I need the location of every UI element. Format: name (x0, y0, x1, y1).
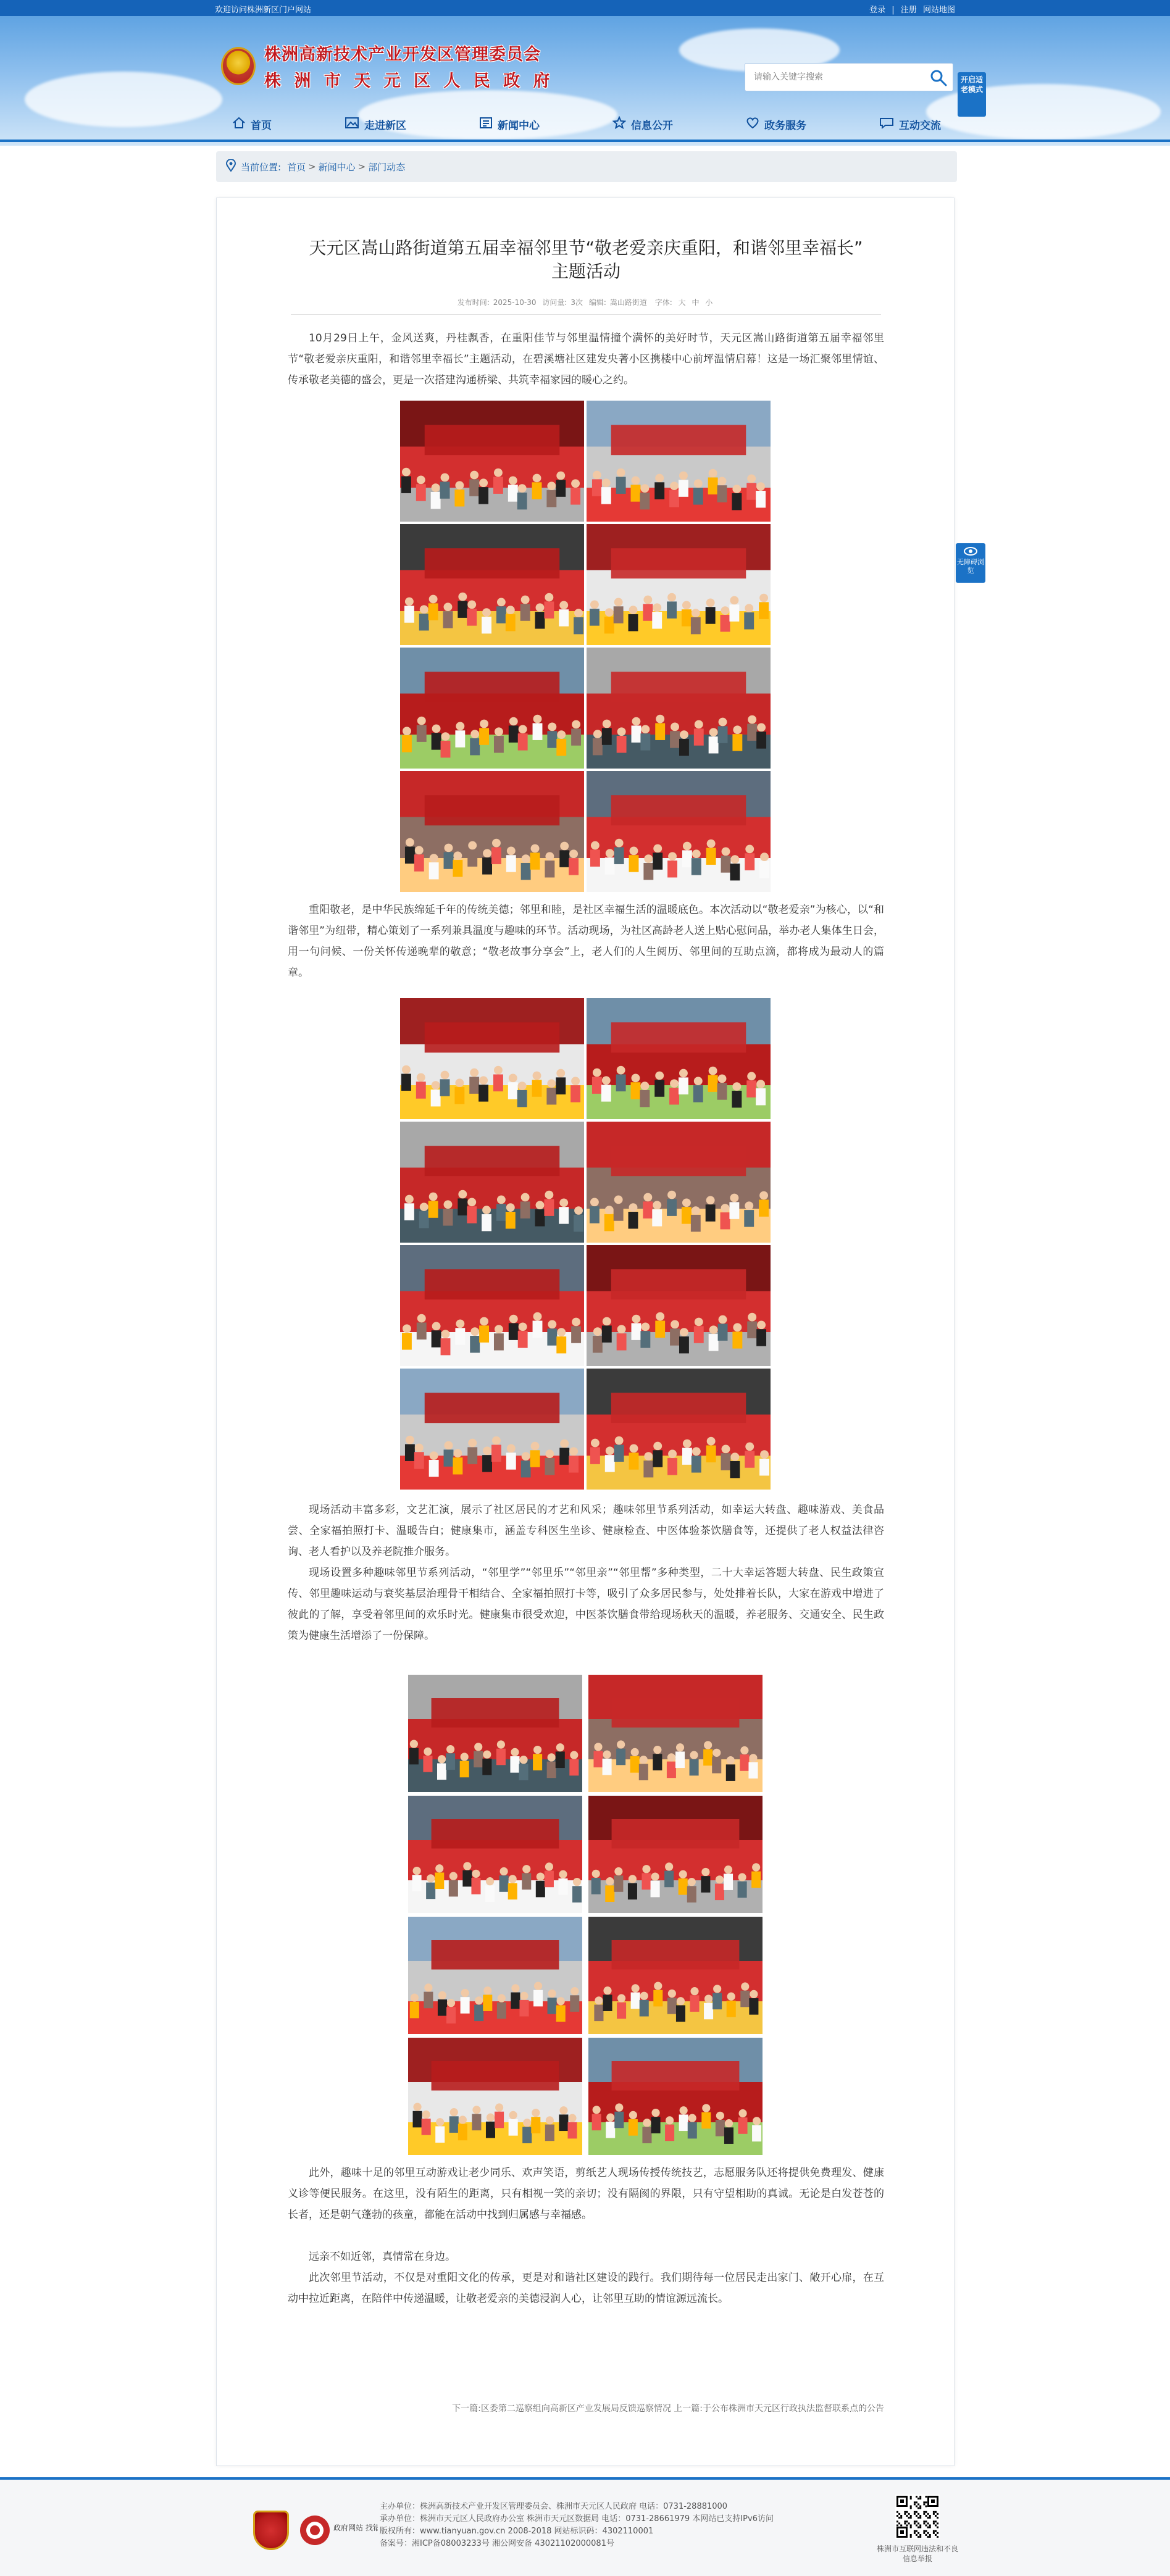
nav-item-interact[interactable] (875, 115, 945, 133)
event-photo (588, 1675, 763, 1792)
event-photo (587, 401, 771, 522)
breadcrumb-dept-news[interactable]: 部门动态 (368, 161, 406, 173)
event-photo (400, 771, 584, 892)
nav-item-about[interactable] (341, 115, 410, 133)
font-medium-button[interactable]: 中 (692, 298, 700, 307)
nav-label: 新闻中心 (498, 119, 540, 132)
date-label: 发布时间: (457, 298, 490, 307)
photo-scene (588, 1675, 763, 1792)
top-bar (0, 0, 1170, 16)
photo-scene (587, 648, 771, 769)
event-photo (400, 1122, 584, 1243)
nav-item-news[interactable] (475, 115, 543, 133)
sitemap-link[interactable]: 网站地图 (922, 6, 955, 15)
gov-site-label: 政府网站 找错 (333, 2524, 378, 2532)
photo-scene (408, 1917, 582, 2034)
breadcrumb-news[interactable]: 新闻中心 (318, 161, 356, 173)
article-paragraph: 此次邻里节活动，不仅是对重阳文化的传承，更是对和谐社区建设的践行。我们期待每一位居民走出家门、敞开心扉，在互动中拉近距离，在陪伴中传递温暖，让敬老爱亲的美德浸润人心，让邻里互助的情谊源远流长。 (288, 2272, 884, 2305)
view-count: 3次 (570, 298, 583, 307)
picture-icon (345, 117, 364, 132)
search-input[interactable] (745, 64, 918, 91)
photo-scene (400, 1122, 584, 1243)
photo-scene (400, 771, 584, 892)
event-photo (588, 1917, 763, 2034)
photo-scene (588, 2038, 763, 2155)
footer-icp[interactable]: 备案号：湘ICP备08003233号 湘公网安备 43021102000081号 (380, 2539, 614, 2548)
site-footer (0, 2480, 1170, 2576)
main-nav (228, 115, 945, 133)
nav-label: 政务服务 (764, 119, 806, 132)
photo-scene (587, 1245, 771, 1366)
article-container (216, 198, 955, 2466)
prev-article-link[interactable]: 于公布株洲市天元区行政执法监督联系点的公告 (703, 2404, 884, 2414)
event-photo (587, 524, 771, 645)
care-mode-button[interactable]: 开启适老模式 (958, 72, 986, 117)
photo-scene (400, 1245, 584, 1366)
footer-info (380, 2501, 774, 2550)
event-photo (400, 998, 584, 1119)
article-title (248, 236, 924, 283)
event-photo (587, 1369, 771, 1490)
photo-scene (408, 1796, 582, 1913)
event-photo (400, 401, 584, 522)
photo-scene (587, 1369, 771, 1490)
article-paragraph: 远亲不如近邻，真情常在身边。 (309, 2251, 456, 2263)
nav-item-home[interactable] (228, 115, 275, 133)
chat-icon (879, 117, 899, 132)
breadcrumb-label: 当前位置: (241, 161, 282, 173)
link-separator: | (892, 6, 895, 15)
event-photo (587, 648, 771, 769)
event-photo (400, 1369, 584, 1490)
article-paragraph: 重阳敬老，是中华民族绵延千年的传统美德；邻里和睦，是社区幸福生活的温暖底色。本次活动以“敬老爱亲”为核心，以“和谐邻里”为纽带，精心策划了一系列兼具温度与趣味的环节。活动现场，为社区高龄老人送上贴心慰问品，举办老人集体生日会，用一句问候、一份关怀传递晚辈的敬意；“敬老故事分享会”上，老人们的人生阅历、邻里间的互助点滴，都将成为最动人的篇章。 (288, 904, 884, 979)
article-meta (248, 297, 924, 307)
star-icon (612, 116, 631, 133)
news-icon (479, 117, 498, 132)
home-icon (232, 117, 251, 132)
article-paragraph: 现场设置多种趣味邻里节系列活动，“邻里学”“邻里乐”“邻里亲”“邻里帮”多种类型，二十大幸运答题大转盘、民生政策宣传、邻里趣味运动与衰奖基层治理骨干相结合、全家福拍照打卡等，吸引了众多居民参与，处处排着长队，大家在游戏中增进了彼此的了解，享受着邻里间的欢乐时光。健康集市很受欢迎，中医茶饮膳食带给现场秋天的温暖，养老服务、交通安全、民生政策为健康生活增添了一份保障。 (288, 1567, 884, 1642)
nav-item-info[interactable] (609, 115, 677, 133)
article-paragraph: 此外，趣味十足的邻里互动游戏让老少同乐、欢声笑语，剪纸艺人现场传授传统技艺，志愿服务队还将提供免费理发、健康义诊等便民服务。在这里，没有陌生的距离，只有相视一笑的亲切；没有隔阂的界限，只有守望相助的真诚。无论是白发苍苍的长者，还是朝气蓬勃的孩童，都能在活动中找到归属感与幸福感。 (288, 2167, 884, 2221)
event-photo (400, 524, 584, 645)
cloud-decoration (25, 72, 222, 127)
next-label: 下一篇: (452, 2404, 481, 2414)
event-photo (587, 1245, 771, 1366)
font-size-control (653, 298, 715, 307)
qr-caption: 株洲市互联网违法和不良信息举报 (877, 2545, 959, 2563)
welcome-text: 欢迎访问株洲新区门户网站 (215, 6, 312, 15)
article-paragraph: 10月29日上午，金风送爽，丹桂飘香，在重阳佳节与邻里温情撞个满怀的美好时节，天元区嵩山路街道第五届幸福邻里节“敬老爱亲庆重阳，和谐邻里幸福长”主题活动，在碧溪塘社区建发央著小区携楼中心前坪温情启幕！这是一场汇聚邻里情谊、传承敬老美德的盛会，更是一次搭建沟通桥梁、共筑幸福家园的暖心之约。 (288, 332, 884, 386)
heart-icon (746, 117, 764, 132)
photo-scene (587, 1122, 771, 1243)
accessibility-label: 无障碍浏览 (957, 558, 984, 575)
eye-icon (964, 549, 977, 557)
font-large-button[interactable]: 大 (678, 298, 686, 307)
photo-scene (400, 1369, 584, 1490)
breadcrumb-separator: > (308, 161, 316, 172)
nav-label: 互动交流 (899, 119, 941, 132)
site-name-line1: 株洲高新技术产业开发区管理委员会 (264, 45, 541, 64)
article-title-line2: 主题活动 (551, 261, 621, 281)
photo-scene (587, 524, 771, 645)
event-photo (400, 1245, 584, 1366)
login-link[interactable]: 登录 (869, 6, 886, 15)
event-photo (400, 648, 584, 769)
footer-copyright: 版权所有：www.tianyuan.gov.cn 2008-2018 网站标识码：4302110001 (380, 2527, 654, 2536)
photo-scene (408, 2038, 582, 2155)
photo-scene (588, 1917, 763, 2034)
next-article-link[interactable]: 区委第二巡察组向高新区产业发展局反馈巡察情况 (480, 2404, 671, 2414)
font-small-button[interactable]: 小 (705, 298, 713, 307)
accessibility-button[interactable] (956, 543, 985, 583)
nav-label: 信息公开 (631, 119, 673, 132)
register-link[interactable]: 注册 (900, 6, 917, 15)
qr-code (895, 2495, 940, 2539)
footer-organizer: 承办单位：株洲市天元区人民政府办公室 株洲市天元区数据局 电话：0731-28661979 本网站已支持IPv6访问 (380, 2514, 774, 2524)
event-photo (408, 1796, 582, 1913)
photo-scene (400, 648, 584, 769)
prev-label: 上一篇: (674, 2404, 703, 2414)
article-title-line1: 天元区嵩山路街道第五届幸福邻里节“敬老爱亲庆重阳，和谐邻里幸福长” (309, 238, 863, 258)
photo-scene (588, 1796, 763, 1913)
photo-scene (587, 401, 771, 522)
editor: 嵩山路街道 (609, 298, 647, 307)
photo-scene (400, 998, 584, 1119)
location-pin-icon (226, 159, 241, 174)
photo-scene (400, 524, 584, 645)
photo-grid (400, 401, 771, 892)
editor-label: 编辑: (588, 298, 606, 307)
gov-site-error-logo[interactable] (298, 2512, 378, 2549)
top-links (866, 3, 955, 15)
photo-grid (400, 998, 771, 1490)
publish-date: 2025-10-30 (493, 298, 537, 307)
site-name-line2: 株 洲 市 天 元 区 人 民 政 府 (264, 72, 554, 91)
font-label: 字体: (654, 298, 672, 307)
search-icon[interactable] (929, 69, 948, 87)
photo-grid (408, 1675, 763, 2155)
site-logo[interactable] (221, 41, 554, 91)
photo-scene (587, 998, 771, 1119)
breadcrumb (216, 151, 957, 182)
nav-item-service[interactable] (742, 115, 810, 133)
breadcrumb-separator: > (357, 161, 366, 172)
party-emblem-icon[interactable] (253, 2511, 289, 2550)
search-box (745, 63, 953, 91)
photo-scene (400, 401, 584, 522)
event-photo (408, 1675, 582, 1792)
footer-host: 主办单位：株洲高新技术产业开发区管理委员会、株洲市天元区人民政府 电话：0731-28881000 (380, 2502, 728, 2511)
views-label: 访问量: (542, 298, 567, 307)
nav-divider (0, 140, 1170, 142)
event-photo (588, 1796, 763, 1913)
photo-scene (587, 771, 771, 892)
nav-label: 首页 (251, 119, 272, 132)
event-photo (587, 998, 771, 1119)
nav-label: 走进新区 (364, 119, 406, 132)
event-photo (587, 1122, 771, 1243)
national-emblem-icon (221, 47, 256, 85)
article-pagination (288, 2402, 884, 2414)
event-photo (408, 2038, 582, 2155)
photo-scene (408, 1675, 582, 1792)
event-photo (587, 771, 771, 892)
meta-divider (291, 314, 881, 315)
article-paragraph: 现场活动丰富多彩，文艺汇演，展示了社区居民的才艺和风采；趣味邻里节系列活动，如幸运大转盘、趣味游戏、美食品尝、全家福拍照打卡、温暖告白；健康集市，涵盖专科医生坐诊、健康检查、中医体验茶饮膳食等，还提供了老人权益法律咨询、老人看护以及养老院推介服务。 (288, 1504, 884, 1558)
breadcrumb-home[interactable]: 首页 (287, 161, 306, 173)
event-photo (408, 1917, 582, 2034)
event-photo (588, 2038, 763, 2155)
